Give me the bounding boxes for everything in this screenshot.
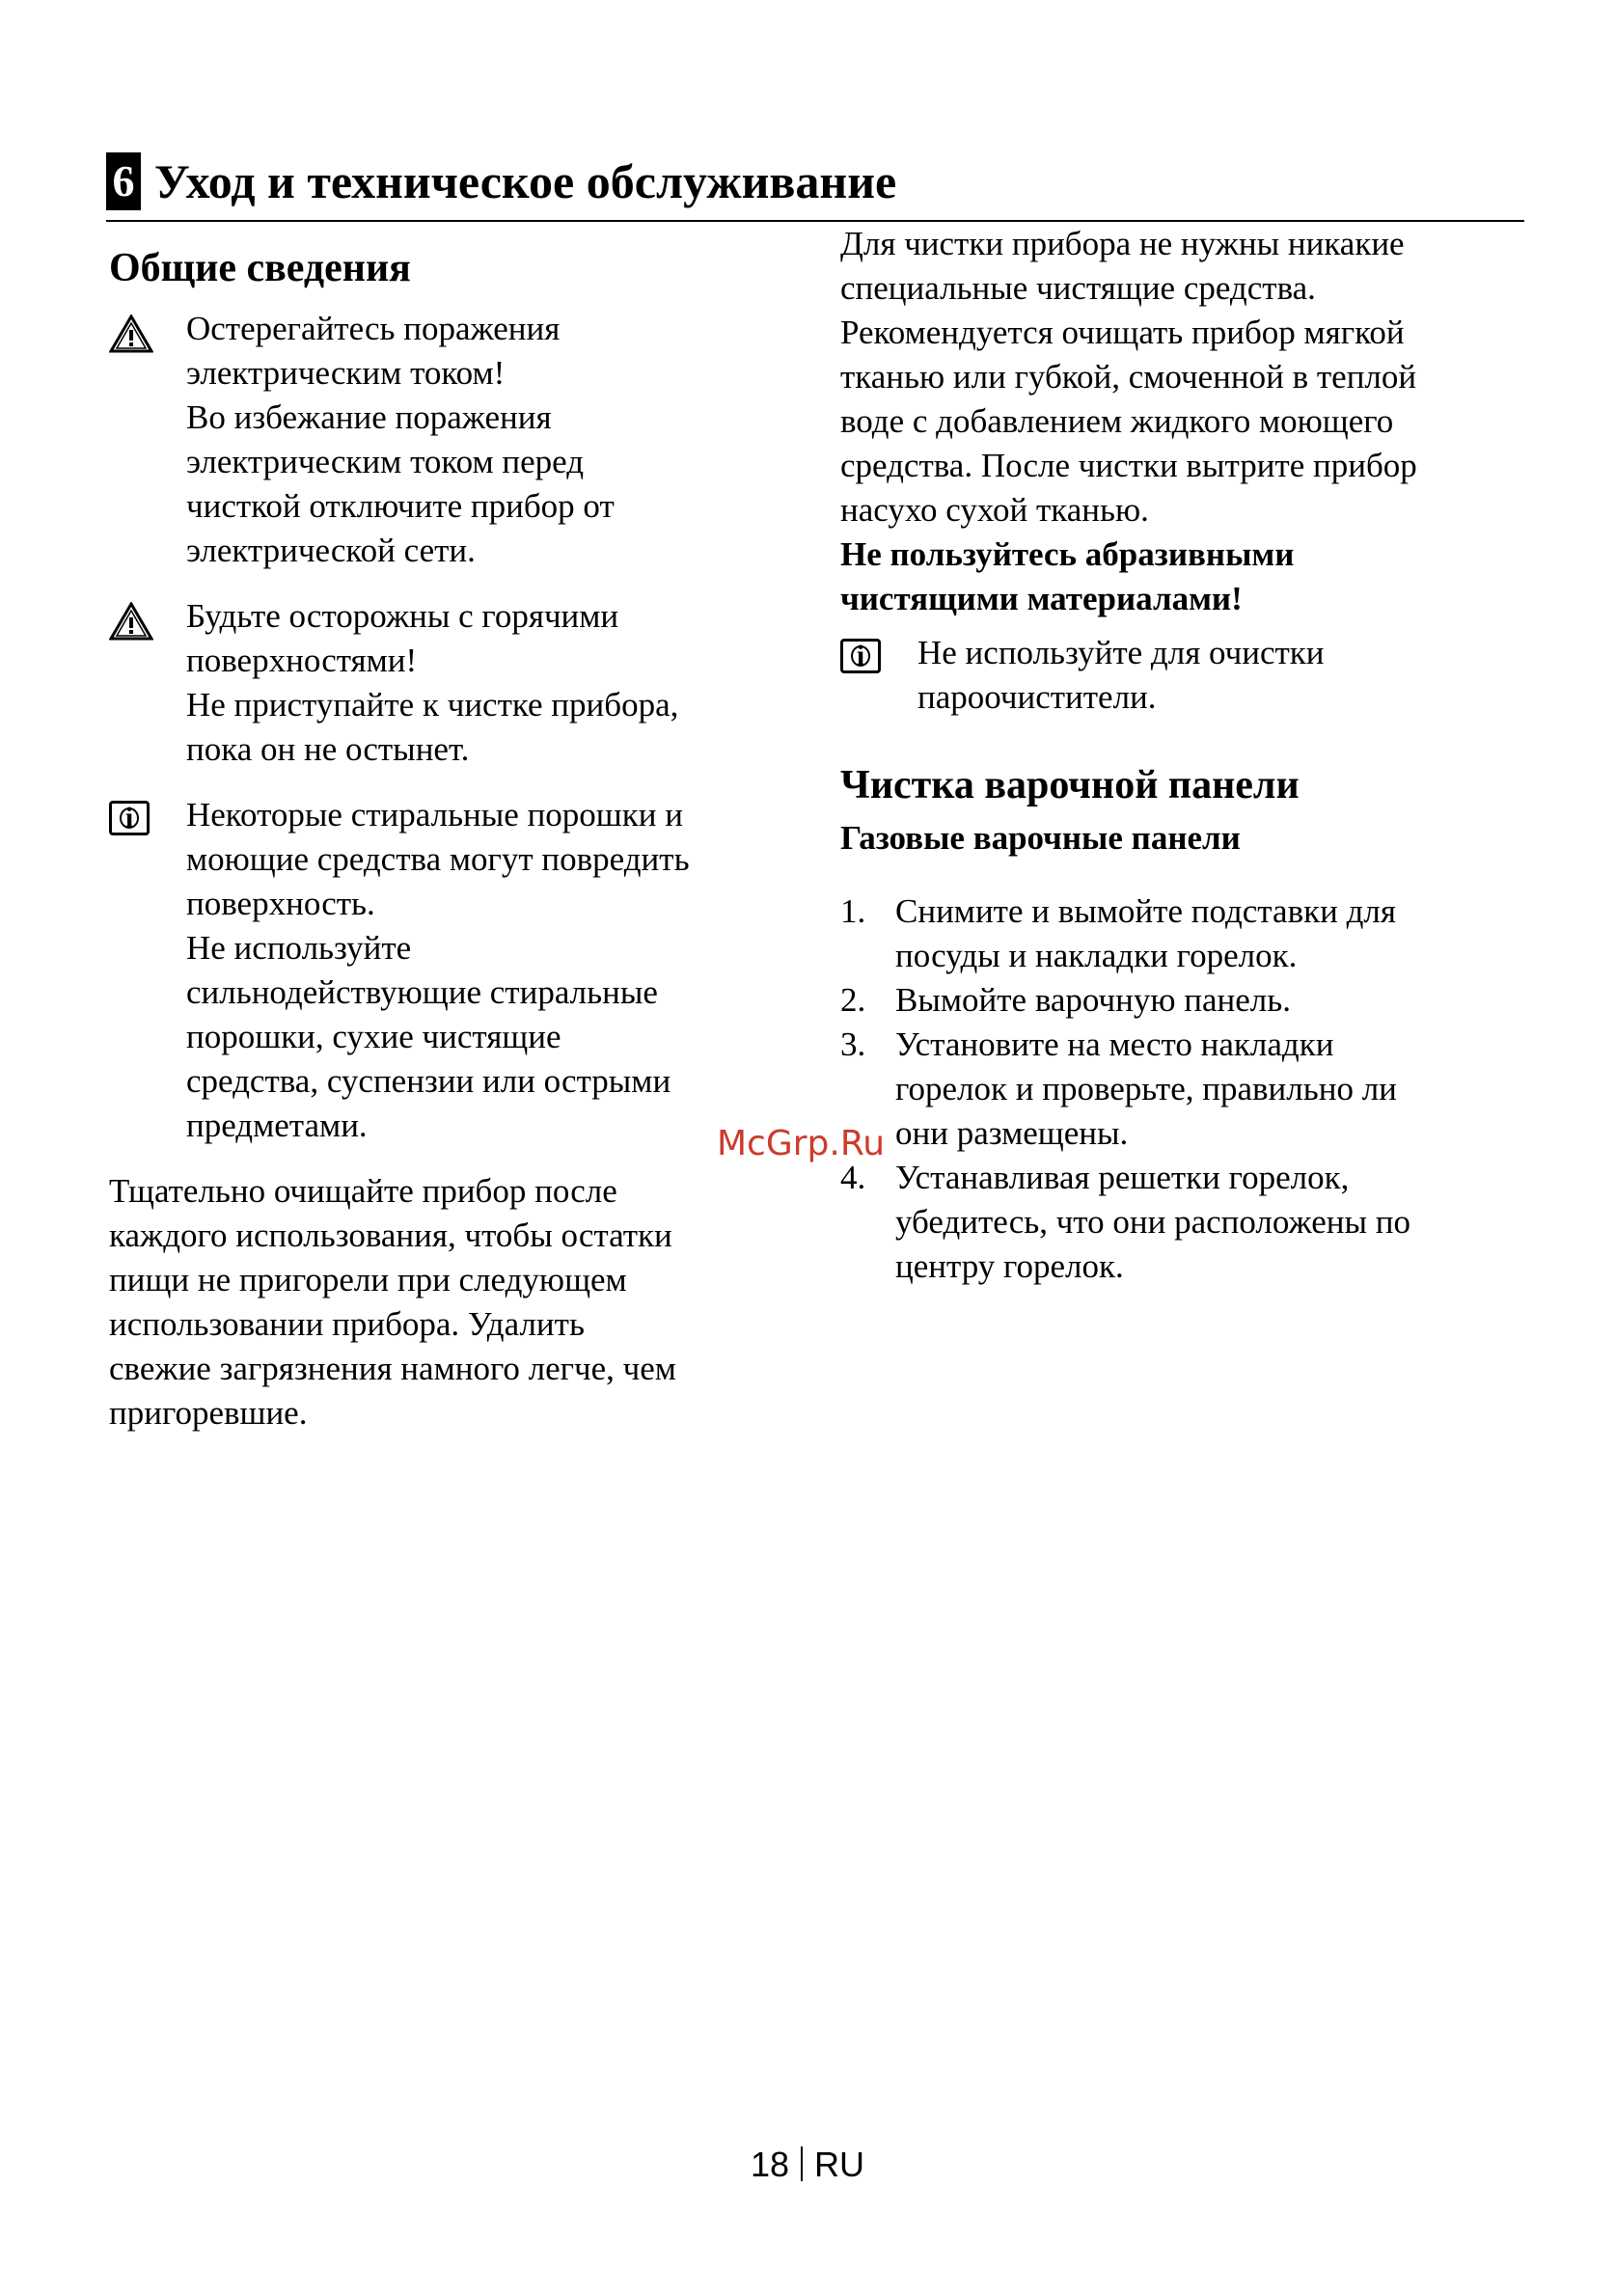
note-line: сильнодействующие стиральные: [186, 973, 658, 1011]
paragraph-line: тканью или губкой, смоченной в теплой: [840, 358, 1417, 396]
bold-line: Не пользуйтесь абразивными: [840, 535, 1295, 573]
language-code: RU: [814, 2145, 865, 2184]
note-line: электрическим током перед: [186, 443, 585, 480]
watermark: McGrp.Ru: [717, 1124, 886, 1163]
paragraph-line: каждого использования, чтобы остатки: [109, 1216, 672, 1254]
note-line: Некоторые стиральные порошки и: [186, 796, 683, 834]
warning-note-hot-surfaces: [109, 594, 775, 772]
step-number: 3.: [840, 1025, 866, 1063]
paragraph-line: Тщательно очищайте прибор после: [109, 1172, 617, 1210]
warning-triangle-icon: [109, 602, 153, 641]
list-item: [840, 1023, 1520, 1156]
page-footer: [0, 2144, 1615, 2186]
note-line: поверхность.: [186, 885, 375, 922]
paragraph-line: Рекомендуется очищать прибор мягкой: [840, 314, 1405, 351]
section-heading-hob: Чистка варочной панели: [840, 763, 1300, 807]
cleaning-steps-list: [840, 889, 1520, 1289]
chapter-header: [106, 145, 1524, 222]
paragraph-line: Для чистки прибора не нужны никакие: [840, 225, 1405, 262]
note-line: чисткой отключите прибор от: [186, 487, 615, 525]
step-number: 4.: [840, 1159, 866, 1196]
step-line: Снимите и вымойте подставки для: [895, 892, 1396, 930]
step-line: они размещены.: [895, 1114, 1129, 1152]
chapter-number: 6: [106, 152, 141, 210]
warning-note-electric: [109, 307, 775, 573]
note-line: пароочистители.: [917, 678, 1157, 716]
footer-separator: [801, 2146, 803, 2181]
step-number: 2.: [840, 981, 866, 1019]
note-line: пока он не остынет.: [186, 730, 470, 768]
step-line: Установите на место накладки: [895, 1025, 1334, 1063]
step-number: 1.: [840, 892, 866, 930]
left-column: [109, 241, 775, 1435]
paragraph-line: пригоревшие.: [109, 1394, 308, 1432]
info-icon: i: [109, 801, 150, 835]
note-line: поверхностями!: [186, 642, 418, 679]
list-item: [840, 1156, 1520, 1289]
list-item: [840, 889, 1520, 978]
list-item: [840, 978, 1520, 1023]
warning-triangle-icon: [109, 314, 153, 353]
info-icon: i: [840, 639, 881, 673]
note-line: Не используйте: [186, 929, 412, 967]
right-column: [840, 222, 1520, 1289]
paragraph-line: использовании прибора. Удалить: [109, 1305, 585, 1343]
step-line: центру горелок.: [895, 1247, 1124, 1285]
note-line: Не приступайте к чистке прибора,: [186, 686, 679, 724]
cleaning-agents-paragraph: [840, 222, 1520, 533]
note-line: Во избежание поражения: [186, 398, 552, 436]
step-line: убедитесь, что они расположены по: [895, 1203, 1411, 1241]
paragraph-line: пищи не пригорели при следующем: [109, 1261, 627, 1298]
step-line: посуды и накладки горелок.: [895, 937, 1298, 974]
step-line: Устанавливая решетки горелок,: [895, 1159, 1350, 1196]
note-line: электрическим током!: [186, 354, 506, 392]
step-line: Вымойте варочную панель.: [895, 981, 1291, 1019]
section-heading-general: Общие сведения: [109, 246, 411, 290]
note-line: предметами.: [186, 1107, 368, 1144]
page-number: 18: [750, 2145, 790, 2184]
abrasive-warning: [840, 533, 1520, 621]
paragraph-line: средства. После чистки вытрите прибор: [840, 447, 1417, 484]
chapter-title: Уход и техническое обслуживание: [154, 154, 897, 208]
cleaning-paragraph: [109, 1169, 775, 1435]
paragraph-line: специальные чистящие средства.: [840, 269, 1316, 307]
note-line: Будьте осторожны с горячими: [186, 597, 619, 635]
bold-line: чистящими материалами!: [840, 580, 1243, 617]
paragraph-line: свежие загрязнения намного легче, чем: [109, 1350, 676, 1387]
note-line: электрической сети.: [186, 532, 476, 569]
info-note-detergents: [109, 793, 775, 1148]
note-line: средства, суспензии или острыми: [186, 1062, 671, 1100]
note-line: порошки, сухие чистящие: [186, 1018, 561, 1055]
subheading-gas-hobs: Газовые варочные панели: [840, 819, 1241, 857]
paragraph-line: насухо сухой тканью.: [840, 491, 1149, 529]
note-line: Не используйте для очистки: [917, 634, 1325, 671]
paragraph-line: воде с добавлением жидкого моющего: [840, 402, 1394, 440]
note-line: моющие средства могут повредить: [186, 840, 690, 878]
step-line: горелок и проверьте, правильно ли: [895, 1070, 1397, 1107]
note-line: Остерегайтесь поражения: [186, 310, 561, 347]
info-note-steam: [840, 631, 1520, 720]
